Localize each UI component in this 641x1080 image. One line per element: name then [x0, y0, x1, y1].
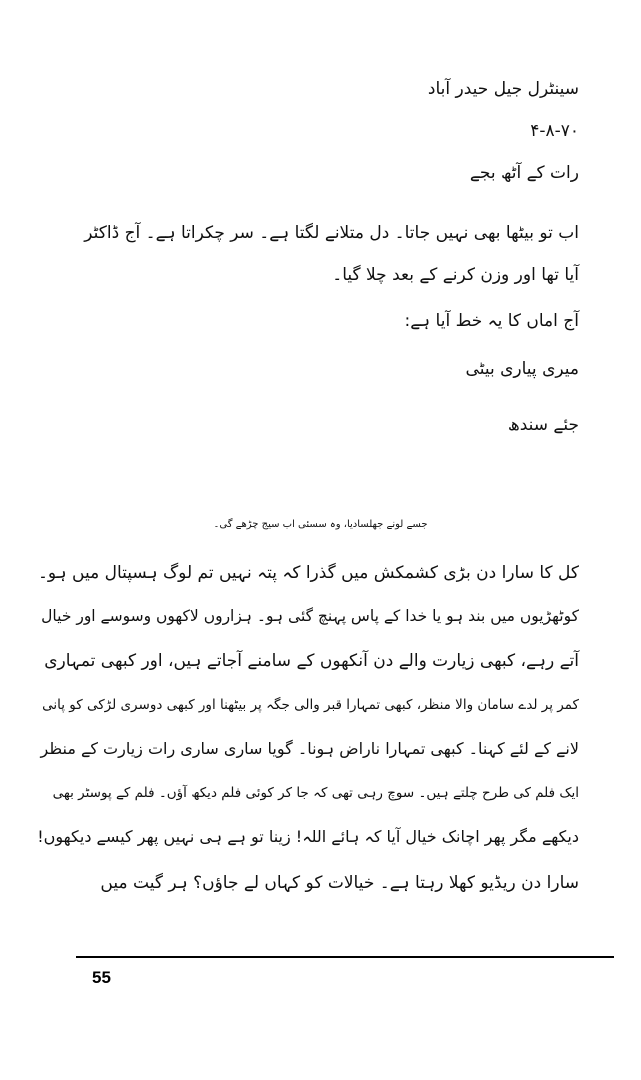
paragraph-line: اب تو بیٹھا بھی نہیں جاتا۔ دل متلانے لگتا ہے۔ سر چکراتا ہے۔ آج ڈاکٹر: [84, 223, 579, 243]
letter-body-line: آتے رہے، کبھی زیارت والے دن آنکھوں کے سامنے آجاتے ہیں، اور کبھی تمہاری: [44, 651, 579, 671]
letter-body-line: کمر پر لدے سامان والا منظر، کبھی تمہارا قبر والی جگہ پر بیٹھنا اور کبھی دوسری لڑکی کو پانی: [42, 697, 579, 713]
letter-greeting: جئے سندھ: [507, 415, 579, 435]
paragraph-line: آج اماں کا یہ خط آیا ہے:: [404, 311, 579, 331]
letter-body-line: لانے کے لئے کہنا۔ کبھی تمہارا ناراض ہونا۔ گویا ساری ساری رات زیارت کے منظر: [40, 739, 579, 758]
letter-body-line: ایک فلم کی طرح چلتے ہیں۔ سوچ رہی تھی کہ جا کر کوئی فلم دیکھ آؤں۔ فلم کے پوسٹر بھی: [52, 785, 579, 801]
letter-body-line: سارا دن ریڈیو کھلا رہتا ہے۔ خیالات کو کہاں لے جاؤں؟ ہر گیت میں: [100, 873, 579, 893]
letter-body-line: کوٹھڑیوں میں بند ہو یا خدا کے پاس پہنچ گئی ہو۔ ہزاروں لاکھوں وسوسے اور خیال: [41, 607, 579, 625]
verse-line: جسے لونے جھلسادیا، وہ سسئی اب سیج چڑھے گی۔: [213, 519, 428, 530]
date-line: ۴-۸-۷۰: [530, 121, 579, 141]
place-heading: سینٹرل جیل حیدر آباد: [427, 79, 579, 99]
footer-rule: [76, 956, 614, 958]
time-line: رات کے آٹھ بجے: [469, 163, 579, 183]
paragraph-line: آیا تھا اور وزن کرنے کے بعد چلا گیا۔: [332, 265, 579, 285]
letter-body-line: کل کا سارا دن بڑی کشمکش میں گذرا کہ پتہ نہیں تم لوگ ہسپتال میں ہو۔: [37, 563, 579, 583]
letter-body-line: دیکھے مگر پھر اچانک خیال آیا کہ ہائے اللہ! زینا تو ہے ہی نہیں پھر کیسے دیکھوں!: [37, 827, 579, 846]
page-number: 55: [92, 968, 111, 987]
letter-salutation: میری پیاری بیٹی: [465, 359, 579, 379]
